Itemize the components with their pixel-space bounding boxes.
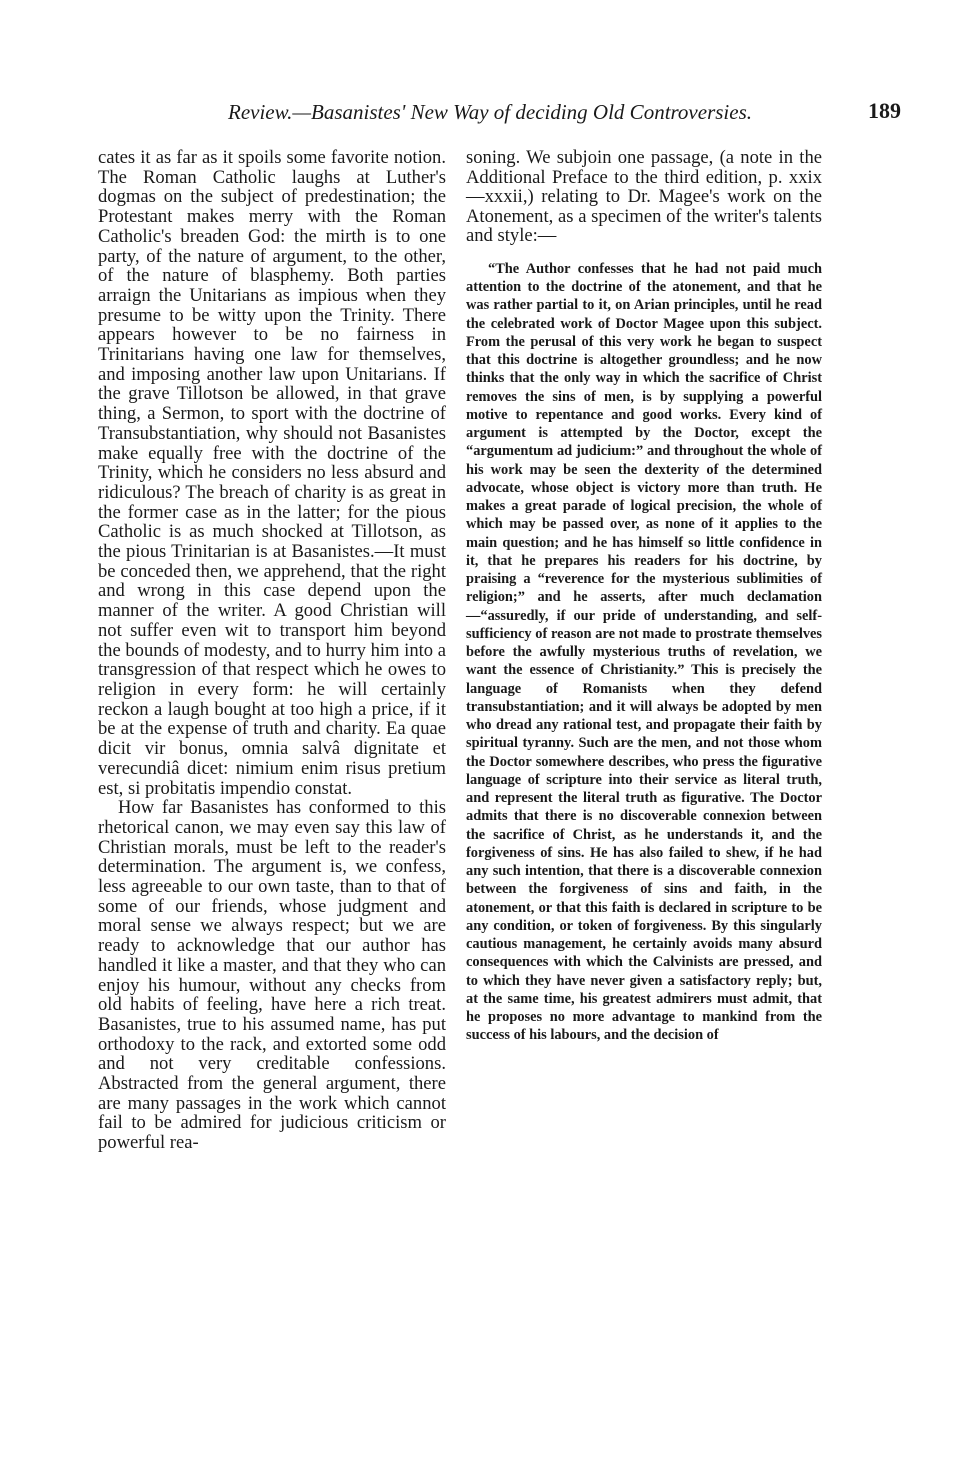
left-paragraph-2: How far Basanistes has conformed to this rhetorical canon, we may even say this law of Christian morals, must be left to the reader's determination. The argument is, we confess, less agreeable to our own taste, than to that of some of our friends, whose judgment and moral sense we always respect; but we are ready to acknowledge that our author has handled it like a master, and that they who can enjoy his humour, without any checks from old habits of feeling, have here a rich treat. Basanistes, true to his assumed name, has put orthodoxy to the rack, and extorted some odd and not very creditable confessions. Abstracted from the general argument, there are many passages in the work which cannot fail to be admired for judicious criticism or powerful rea- (98, 797, 446, 1154)
running-header: Review.—Basanistes' New Way of deciding Old Controversies. (228, 100, 752, 124)
page-number: 189 (868, 98, 901, 123)
right-intro-paragraph: soning. We subjoin one passage, (a note in the Additional Preface to the third edition, p. xxix—xxxii,) relating to Dr. Magee's work on the Atonement, as a specimen of the writer's talents and style:— (466, 147, 822, 247)
left-paragraph-1: cates it as far as it spoils some favorite notion. The Roman Catholic laughs at Luther's dogmas on the subject of predestination; the Protestant makes merry with the Roman Catholic's breaden God: the mirth is to one party, of the nature of argument, to the other, of the nature of blasphemy. Both parties arraign the Unitarians as impious when they presume to be witty upon the Trinity. There appears however to be no fairness in Trinitarians having one law for themselves, and imposing another law upon Unitarians. If the grave Tillotson be allowed, in that grave thing, a Sermon, to sport with the doctrine of Transubstantiation, why should not Basanistes make equally free with the doctrine of the Trinity, which he considers no less absurd and ridiculous? The breach of charity is as great in the former case as in the latter; for the pious Catholic is as much shocked at Tillotson, as the pious Trinitarian is at Basanistes.—It must be conceded then, we apprehend, that the right and wrong in this case depend upon the manner of the writer. A good Christian will not suffer even wit to transport him beyond the bounds of modesty, and to hurry him into a transgression of that respect which he owes to religion in every form: he will certainly reckon a laugh bought at too high a price, if it be at the expense of truth and charity. Ea quae dicit vir bonus, omnia salvâ dignitate et verecundiâ dicet: nimium enim risus pretium est, si probitatis impendio constat. (98, 147, 446, 799)
block-quotation: “The Author confesses that he had not paid much attention to the doctrine of the atonement, and that he was rather partial to it, on Arian principles, until he read the celebrated work of Doctor Magee upon this subject. From the perusal of this very work he began to suspect that this doctrine is altogether groundless; and he now thinks that the only way in which the sacrifice of Christ removes the sins of men, is by supplying a powerful motive to repentance and good works. Every kind of argument is attempted by the Doctor, except the “argumentum ad judicium:” and throughout the whole of his work may be seen the dexterity of the determined advocate, whose object is victory more than truth. He makes a great parade of logical precision, the whole of which may be passed over, as none of it applies to the main question; and he has himself so little confidence in it, that he prepares his readers for his doctrine, by praising a “reverence for the mysterious sublimities of religion;” and he asserts, after much declamation—“assuredly, if our pride of understanding, and self-sufficiency of reason are not made to prostrate themselves before the awfully mysterious truths of revelation, we want the essence of Christianity.” This is precisely the language of Romanists when they defend transubstantiation; and it will always be adopted by men who dread any rational test, and propagate their faith by spiritual tyranny. Such are the men, and not those whom the Doctor somewhere describes, who press the figurative language of scripture into their service as literal truth, and represent the literal truth as figurative. The Doctor admits that there is no discoverable connexion between the sacrifice of Christ, as he understands it, and the forgiveness of sins. He has also failed to shew, if he had any such intention, that there is a discoverable connexion between the forgiveness of sins and faith, in the atonement, or that this faith is declared in scripture to be any condition, or token of forgiveness. By this singularly cautious management, he certainly avoids many absurd consequences with which the Calvinists are pressed, and to which they have never given a satisfactory reply; but, at the same time, his greatest admirers must admit, that he proposes no more advantage to mankind from the success of his labours, and the decision of (466, 260, 822, 1044)
left-column (98, 148, 446, 1153)
right-column (466, 148, 822, 1045)
